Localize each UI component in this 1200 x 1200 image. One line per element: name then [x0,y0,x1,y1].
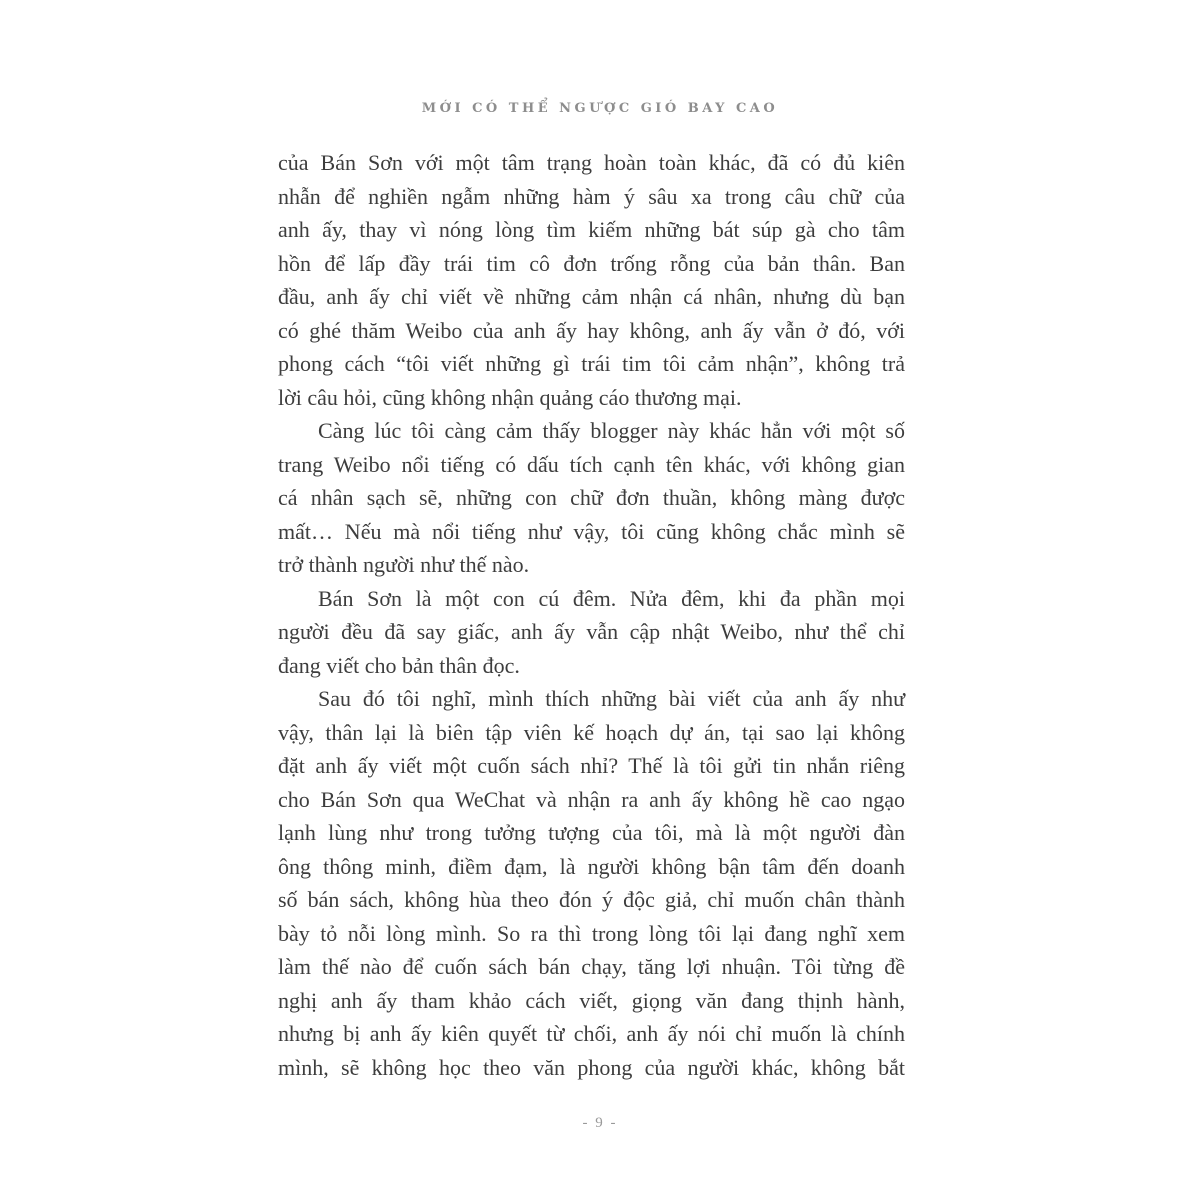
text-line: nghị anh ấy tham khảo cách viết, giọng văn đang thịnh hành, [278,987,905,1013]
text-line: Sau đó tôi nghĩ, mình thích những bài viết của anh ấy như [318,686,905,711]
text-line: phong cách “tôi viết những gì trái tim tôi cảm nhận”, không trả [278,351,905,376]
text-line: đang viết cho bản thân đọc. [278,652,520,678]
text-line: ông thông minh, điềm đạm, là người không bận tâm đến doanh [278,853,905,879]
text-line: cho Bán Sơn qua WeChat và nhận ra anh ấy không hề cao ngạo [278,786,905,812]
text-line: Bán Sơn là một con cú đêm. Nửa đêm, khi đa phần mọi [318,585,905,611]
text-line: lời câu hỏi, cũng không nhận quảng cáo thương mại. [278,384,742,410]
text-line: nhẫn để nghiền ngẫm những hàm ý sâu xa trong câu chữ của [278,183,905,209]
text-line: của Bán Sơn với một tâm trạng hoàn toàn khác, đã có đủ kiên [278,150,905,175]
text-line: cá nhân sạch sẽ, những con chữ đơn thuần, không màng được [278,485,905,510]
text-line: đặt anh ấy viết một cuốn sách nhỉ? Thế là tôi gửi tin nhắn riêng [278,753,905,778]
text-line: mất… Nếu mà nổi tiếng như vậy, tôi cũng không chắc mình sẽ [278,518,905,544]
text-line: anh ấy, thay vì nóng lòng tìm kiếm những bát súp gà cho tâm [278,217,905,242]
text-line: Càng lúc tôi càng cảm thấy blogger này khác hẳn với một số [318,418,905,443]
text-line: lạnh lùng như trong tưởng tượng của tôi, mà là một người đàn [278,820,905,845]
text-line: nhưng bị anh ấy kiên quyết từ chối, anh ấy nói chỉ muốn là chính [278,1021,905,1046]
text-line: bày tỏ nỗi lòng mình. So ra thì trong lòng tôi lại đang nghĩ xem [278,920,905,946]
text-line: hồn để lấp đầy trái tim cô đơn trống rỗng của bản thân. Ban [278,250,905,276]
text-line: vậy, thân lại là biên tập viên kế hoạch dự án, tại sao lại không [278,719,905,745]
text-line: số bán sách, không hùa theo đón ý độc giả, chỉ muốn chân thành [278,887,905,912]
text-line: trở thành người như thế nào. [278,552,530,577]
text-line: có ghé thăm Weibo của anh ấy hay không, anh ấy vẫn ở đó, với [278,317,905,343]
page-number: - 9 - [582,1115,618,1131]
text-line: người đều đã say giấc, anh ấy vẫn cập nhật Weibo, như thể chỉ [278,619,905,644]
text-line: làm thế nào để cuốn sách bán chạy, tăng lợi nhuận. Tôi từng đề [278,954,905,979]
text-line: đầu, anh ấy chỉ viết về những cảm nhận cá nhân, nhưng dù bạn [278,284,905,309]
text-line: mình, sẽ không học theo văn phong của người khác, không bắt [278,1054,905,1080]
page-body [278,146,905,1084]
text-line: trang Weibo nổi tiếng có dấu tích cạnh tên khác, với không gian [278,451,905,477]
running-header: MỚI CÓ THỂ NGƯỢC GIÓ BAY CAO [421,101,779,116]
